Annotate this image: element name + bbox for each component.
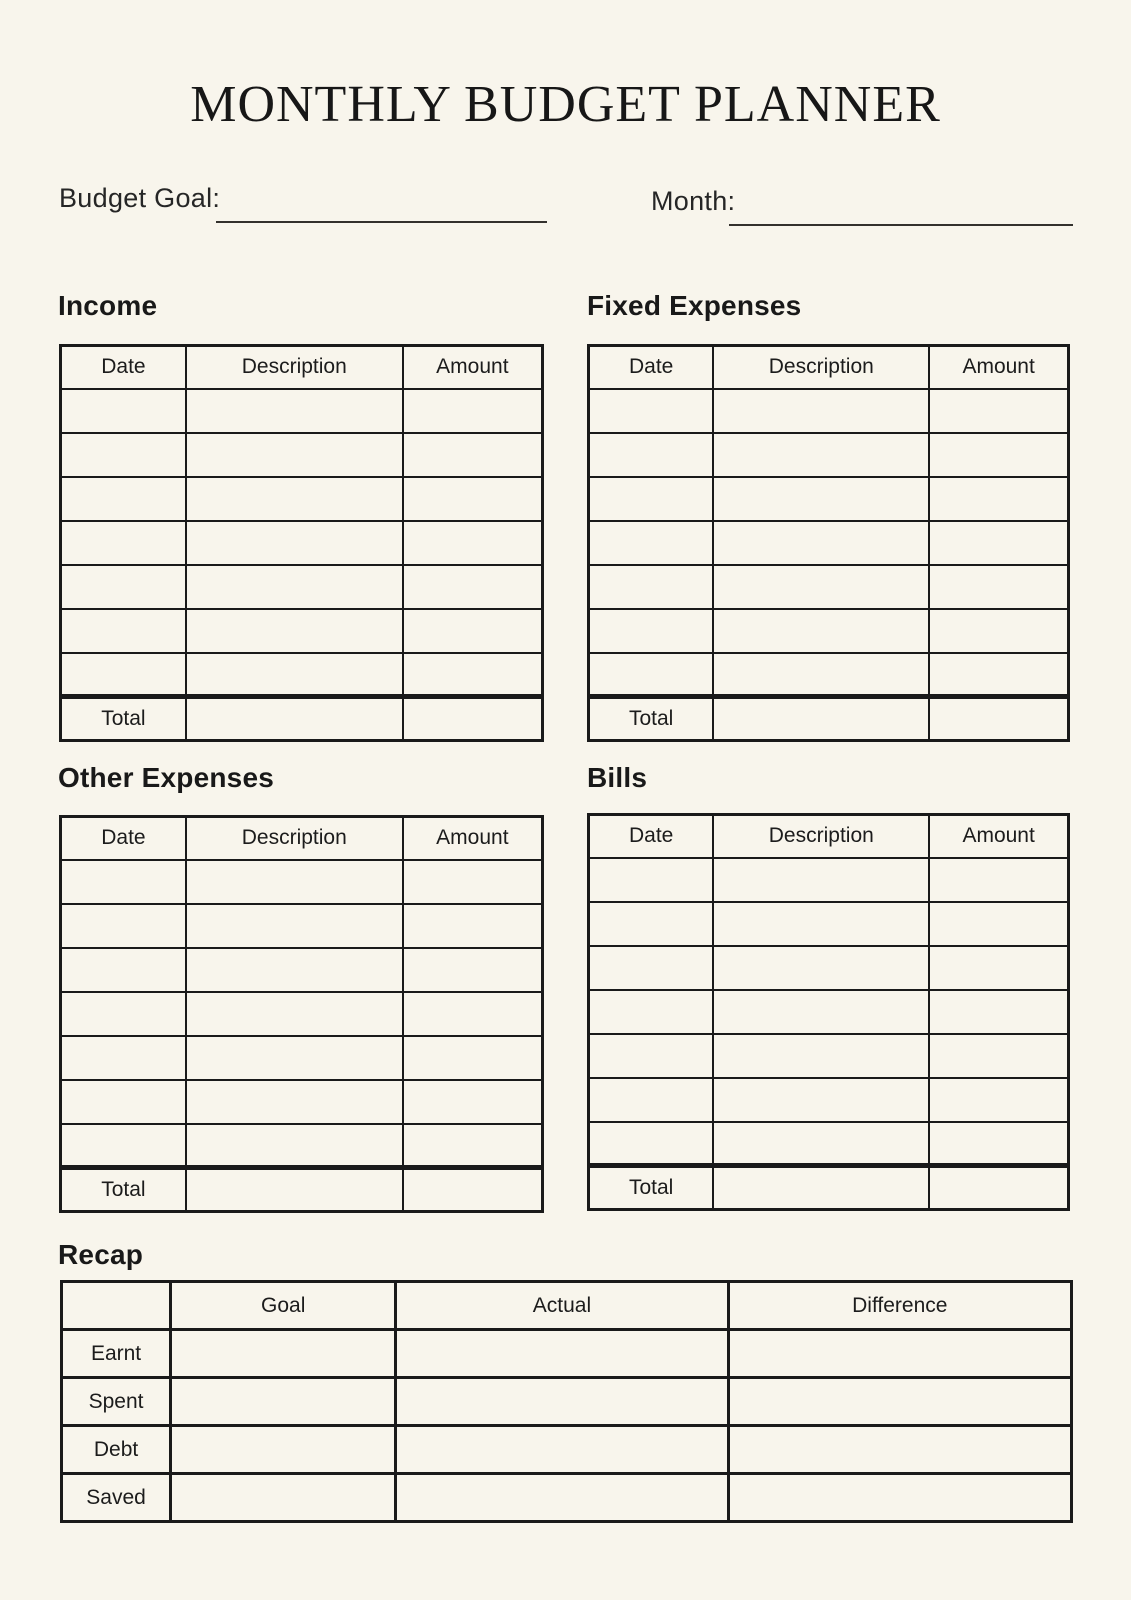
actual-cell[interactable] [396,1378,728,1426]
other-expenses-header-row [61,817,543,860]
recap-column-goal: Goal [171,1282,396,1330]
fixed-expenses-total-description-cell[interactable] [713,697,929,741]
other-expenses-total-amount-cell[interactable] [403,1168,543,1212]
date-cell[interactable] [61,1036,186,1080]
date-cell[interactable] [589,477,714,521]
amount-cell[interactable] [929,477,1068,521]
description-cell[interactable] [713,1034,929,1078]
description-cell[interactable] [186,860,403,904]
bills-total-description-cell[interactable] [713,1166,929,1210]
income-total-amount-cell[interactable] [403,697,543,741]
actual-cell[interactable] [396,1426,728,1474]
amount-cell[interactable] [403,1124,543,1168]
recap-row-saved [62,1474,1072,1522]
amount-cell[interactable] [403,1036,543,1080]
amount-cell[interactable] [929,521,1068,565]
other-expenses-row [61,904,543,948]
date-cell[interactable] [61,1080,186,1124]
amount-cell[interactable] [403,433,543,477]
bills-row [589,1122,1069,1166]
amount-cell[interactable] [403,521,543,565]
bills-table [587,813,1070,1211]
other-expenses-row [61,948,543,992]
fixed-expenses-row [589,521,1069,565]
budget-goal-input-line[interactable] [216,221,547,223]
income-total-label: Total [61,697,186,741]
amount-cell[interactable] [929,990,1068,1034]
other-expenses-total-label: Total [61,1168,186,1212]
amount-cell[interactable] [403,992,543,1036]
bills-column-amount: Amount [929,815,1068,858]
fixed-expenses-total-label: Total [589,697,714,741]
recap-column-actual: Actual [396,1282,728,1330]
fixed-expenses-row [589,565,1069,609]
amount-cell[interactable] [929,858,1068,902]
difference-cell[interactable] [728,1426,1071,1474]
fixed-expenses-row [589,609,1069,653]
recap-row-label: Debt [62,1426,171,1474]
description-cell[interactable] [713,477,929,521]
description-cell[interactable] [713,653,929,697]
fixed-expenses-table [587,344,1070,742]
date-cell[interactable] [61,992,186,1036]
fixed-expenses-heading: Fixed Expenses [587,290,802,321]
bills-column-description: Description [713,815,929,858]
amount-cell[interactable] [929,1078,1068,1122]
income-row [61,521,543,565]
month-label: Month: [651,186,736,216]
amount-cell[interactable] [403,609,543,653]
date-cell[interactable] [61,389,186,433]
budget-goal-label: Budget Goal: [59,183,221,213]
description-cell[interactable] [186,609,403,653]
actual-cell[interactable] [396,1474,728,1522]
description-cell[interactable] [186,1124,403,1168]
date-cell[interactable] [589,521,714,565]
amount-cell[interactable] [929,433,1068,477]
date-cell[interactable] [589,1122,714,1166]
income-column-date: Date [61,346,186,389]
other-expenses-heading: Other Expenses [58,762,274,793]
bills-row [589,902,1069,946]
date-cell[interactable] [589,902,714,946]
other-expenses-total-description-cell[interactable] [186,1168,403,1212]
date-cell[interactable] [589,1034,714,1078]
income-header-row [61,346,543,389]
description-cell[interactable] [713,389,929,433]
bills-header-row [589,815,1069,858]
income-row [61,433,543,477]
amount-cell[interactable] [403,1080,543,1124]
recap-row-debt [62,1426,1072,1474]
amount-cell[interactable] [403,565,543,609]
amount-cell[interactable] [929,653,1068,697]
description-cell[interactable] [713,902,929,946]
description-cell[interactable] [713,433,929,477]
fixed-expenses-total-amount-cell[interactable] [929,697,1068,741]
goal-cell[interactable] [171,1378,396,1426]
bills-row [589,858,1069,902]
recap-row-label: Spent [62,1378,171,1426]
recap-row-label: Earnt [62,1330,171,1378]
description-cell[interactable] [186,1036,403,1080]
description-cell[interactable] [713,565,929,609]
amount-cell[interactable] [403,904,543,948]
fixed-expenses-row [589,477,1069,521]
other-expenses-column-description: Description [186,817,403,860]
description-cell[interactable] [713,1122,929,1166]
date-cell[interactable] [61,904,186,948]
other-expenses-column-amount: Amount [403,817,543,860]
goal-cell[interactable] [171,1330,396,1378]
date-cell[interactable] [589,389,714,433]
date-cell[interactable] [589,990,714,1034]
other-expenses-row [61,1080,543,1124]
fixed-expenses-column-amount: Amount [929,346,1068,389]
recap-column-difference: Difference [728,1282,1071,1330]
description-cell[interactable] [186,521,403,565]
other-expenses-row [61,1036,543,1080]
recap-row-spent [62,1378,1072,1426]
bills-row [589,1078,1069,1122]
recap-corner-cell [62,1282,171,1330]
other-expenses-row [61,1124,543,1168]
income-row [61,609,543,653]
income-column-description: Description [186,346,403,389]
fixed-expenses-header-row [589,346,1069,389]
date-cell[interactable] [61,477,186,521]
amount-cell[interactable] [929,565,1068,609]
other-expenses-column-date: Date [61,817,186,860]
other-expenses-table [59,815,544,1213]
bills-total-amount-cell[interactable] [929,1166,1068,1210]
date-cell[interactable] [589,946,714,990]
bills-column-date: Date [589,815,714,858]
recap-row-earnt [62,1330,1072,1378]
month-input-line[interactable] [729,224,1073,226]
recap-table [60,1280,1073,1523]
date-cell[interactable] [61,521,186,565]
income-row [61,565,543,609]
description-cell[interactable] [713,1078,929,1122]
actual-cell[interactable] [396,1330,728,1378]
goal-cell[interactable] [171,1474,396,1522]
bills-row [589,946,1069,990]
amount-cell[interactable] [403,860,543,904]
income-total-description-cell[interactable] [186,697,403,741]
bills-row [589,1034,1069,1078]
amount-cell[interactable] [929,389,1068,433]
amount-cell[interactable] [929,946,1068,990]
date-cell[interactable] [589,1078,714,1122]
fixed-expenses-row [589,433,1069,477]
amount-cell[interactable] [929,902,1068,946]
date-cell[interactable] [61,609,186,653]
amount-cell[interactable] [403,477,543,521]
description-cell[interactable] [186,653,403,697]
description-cell[interactable] [186,477,403,521]
income-row [61,389,543,433]
amount-cell[interactable] [403,948,543,992]
bills-total-row [589,1166,1069,1210]
fixed-expenses-column-description: Description [713,346,929,389]
income-total-row [61,697,543,741]
date-cell[interactable] [61,1124,186,1168]
income-column-amount: Amount [403,346,543,389]
description-cell[interactable] [713,858,929,902]
description-cell[interactable] [713,521,929,565]
fixed-expenses-row [589,389,1069,433]
income-row [61,477,543,521]
amount-cell[interactable] [929,1034,1068,1078]
date-cell[interactable] [61,433,186,477]
date-cell[interactable] [589,653,714,697]
recap-heading: Recap [58,1239,144,1270]
description-cell[interactable] [186,992,403,1036]
amount-cell[interactable] [929,609,1068,653]
fixed-expenses-row [589,653,1069,697]
bills-total-label: Total [589,1166,714,1210]
description-cell[interactable] [713,946,929,990]
income-heading: Income [58,290,158,321]
amount-cell[interactable] [403,653,543,697]
bills-heading: Bills [587,762,648,793]
income-table [59,344,544,742]
date-cell[interactable] [61,948,186,992]
difference-cell[interactable] [728,1378,1071,1426]
date-cell[interactable] [589,565,714,609]
description-cell[interactable] [713,990,929,1034]
goal-cell[interactable] [171,1426,396,1474]
difference-cell[interactable] [728,1474,1071,1522]
fixed-expenses-total-row [589,697,1069,741]
recap-row-label: Saved [62,1474,171,1522]
amount-cell[interactable] [403,389,543,433]
description-cell[interactable] [186,904,403,948]
description-cell[interactable] [186,565,403,609]
description-cell[interactable] [186,389,403,433]
income-row [61,653,543,697]
date-cell[interactable] [589,433,714,477]
description-cell[interactable] [713,609,929,653]
date-cell[interactable] [589,609,714,653]
page-title: MONTHLY BUDGET PLANNER [190,76,941,133]
amount-cell[interactable] [929,1122,1068,1166]
date-cell[interactable] [61,860,186,904]
recap-header-row [62,1282,1072,1330]
date-cell[interactable] [61,565,186,609]
fixed-expenses-column-date: Date [589,346,714,389]
difference-cell[interactable] [728,1330,1071,1378]
other-expenses-row [61,992,543,1036]
date-cell[interactable] [61,653,186,697]
date-cell[interactable] [589,858,714,902]
other-expenses-total-row [61,1168,543,1212]
other-expenses-row [61,860,543,904]
description-cell[interactable] [186,433,403,477]
bills-row [589,990,1069,1034]
description-cell[interactable] [186,1080,403,1124]
description-cell[interactable] [186,948,403,992]
